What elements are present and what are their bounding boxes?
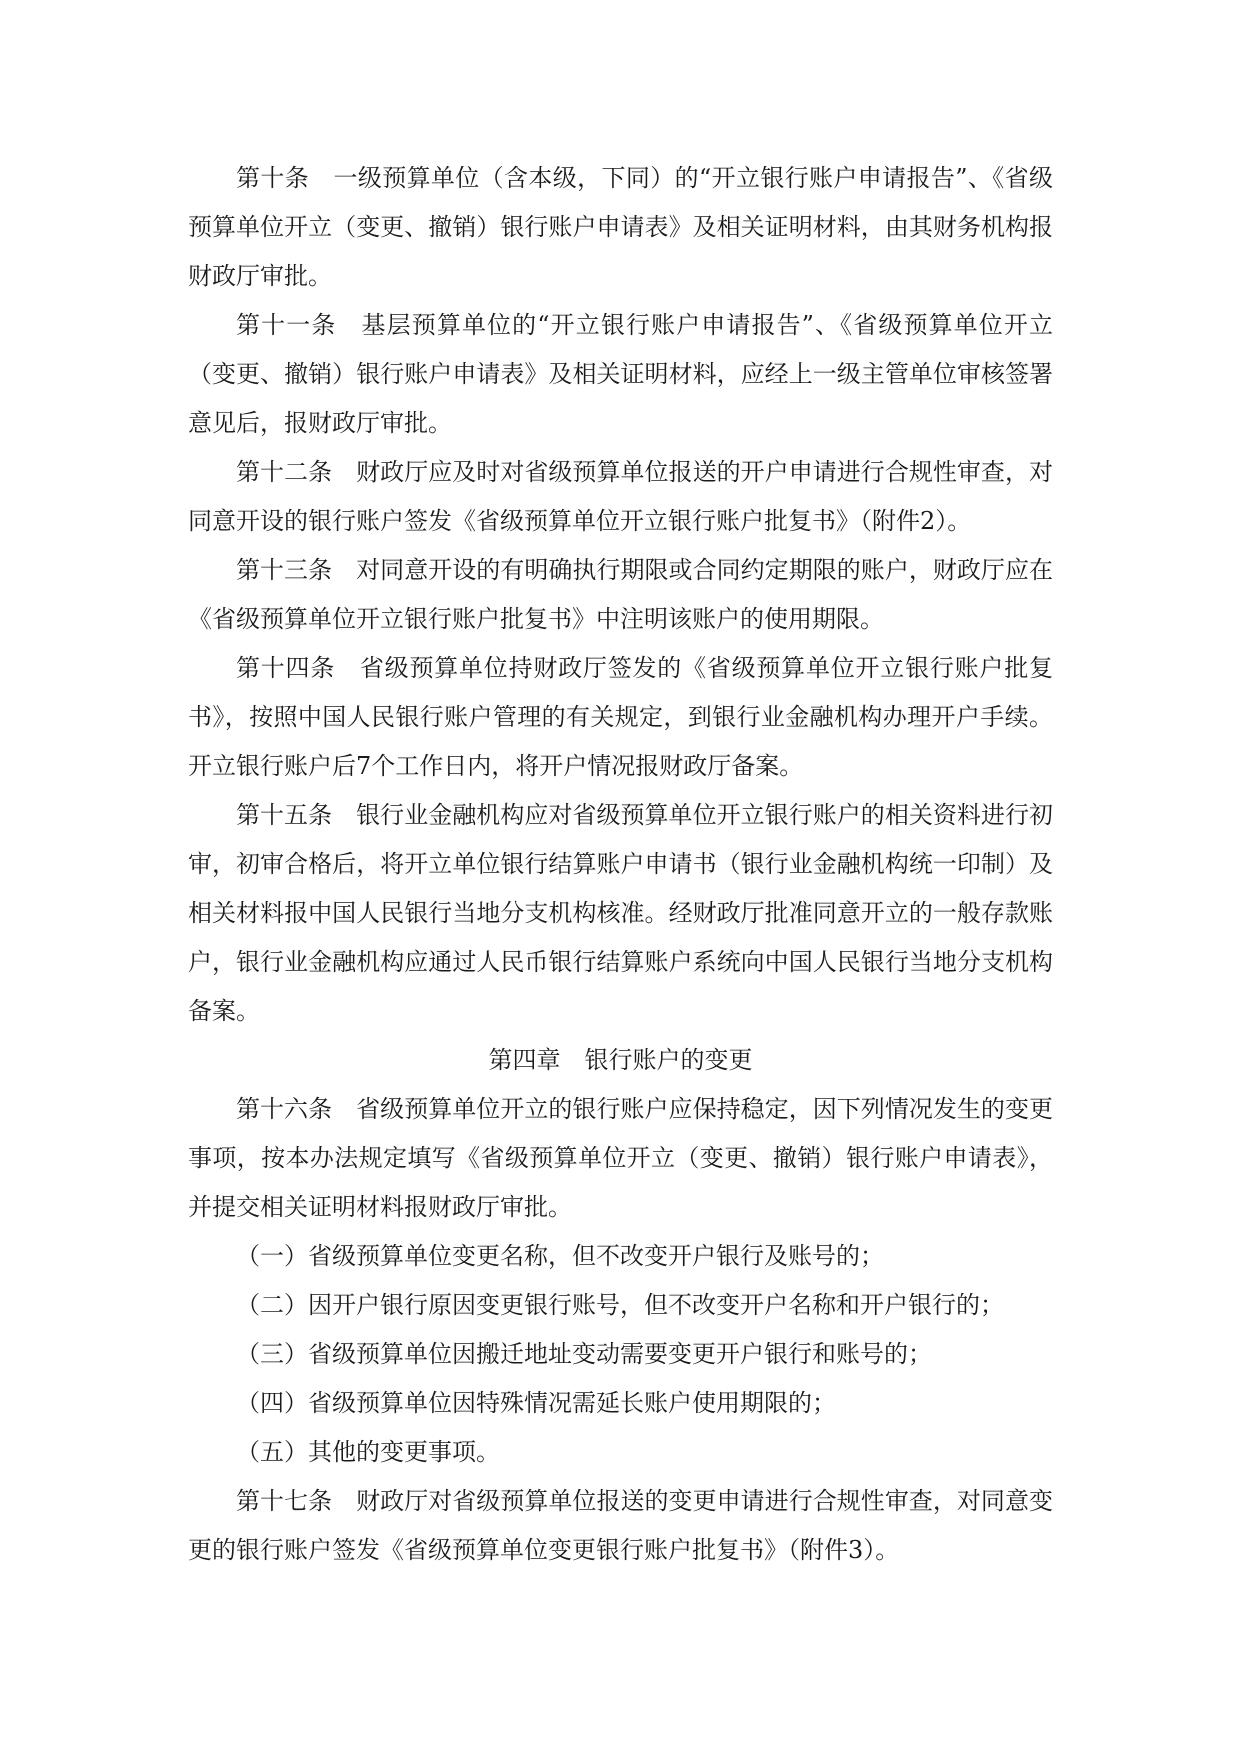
article-16: 第十六条 省级预算单位开立的银行账户应保持稳定，因下列情况发生的变更事项，按本办法规定填写《省级预算单位开立（变更、撤销）银行账户申请表》，并提交相关证明材料报财政厅审批。 (188, 1095, 1053, 1221)
article-14: 第十四条 省级预算单位持财政厅签发的《省级预算单位开立银行账户批复书》，按照中国人民银行账户管理的有关规定，到银行业金融机构办理开户手续。开立银行账户后7个工作日内，将开户情况报财政厅备案。 (188, 654, 1053, 780)
article-13: 第十三条 对同意开设的有明确执行期限或合同约定期限的账户，财政厅应在《省级预算单位开立银行账户批复书》中注明该账户的使用期限。 (188, 556, 1053, 633)
list-item-3: （三）省级预算单位因搬迁地址变动需要变更开户银行和账号的； (236, 1340, 932, 1368)
article-10: 第十条 一级预算单位（含本级，下同）的“开立银行账户申请报告”、《省级预算单位开立（变更、撤销）银行账户申请表》及相关证明材料，由其财务机构报财政厅审批。 (188, 164, 1053, 290)
article-15: 第十五条 银行业金融机构应对省级预算单位开立银行账户的相关资料进行初审，初审合格后，将开立单位银行结算账户申请书（银行业金融机构统一印制）及相关材料报中国人民银行当地分支机构核准。经财政厅批准同意开立的一般存款账户，银行业金融机构应通过人民币银行结算账户系统向中国人民银行当地分支机构备案。 (188, 801, 1053, 1025)
article-11: 第十一条 基层预算单位的“开立银行账户申请报告”、《省级预算单位开立（变更、撤销）银行账户申请表》及相关证明材料，应经上一级主管单位审核签署意见后，报财政厅审批。 (188, 311, 1053, 437)
list-item-5: （五）其他的变更事项。 (236, 1438, 500, 1466)
list-item-4: （四）省级预算单位因特殊情况需延长账户使用期限的； (236, 1389, 836, 1417)
list-item-2: （二）因开户银行原因变更银行账号，但不改变开户名称和开户银行的； (236, 1291, 1004, 1319)
article-12: 第十二条 财政厅应及时对省级预算单位报送的开户申请进行合规性审查，对同意开设的银行账户签发《省级预算单位开立银行账户批复书》（附件2）。 (188, 458, 1053, 535)
chapter-heading: 第四章 银行账户的变更 (488, 1046, 753, 1074)
document-body (188, 154, 1053, 1575)
article-17: 第十七条 财政厅对省级预算单位报送的变更申请进行合规性审查，对同意变更的银行账户签发《省级预算单位变更银行账户批复书》（附件3）。 (188, 1487, 1053, 1564)
list-item-1: （一）省级预算单位变更名称，但不改变开户银行及账号的； (236, 1242, 884, 1270)
